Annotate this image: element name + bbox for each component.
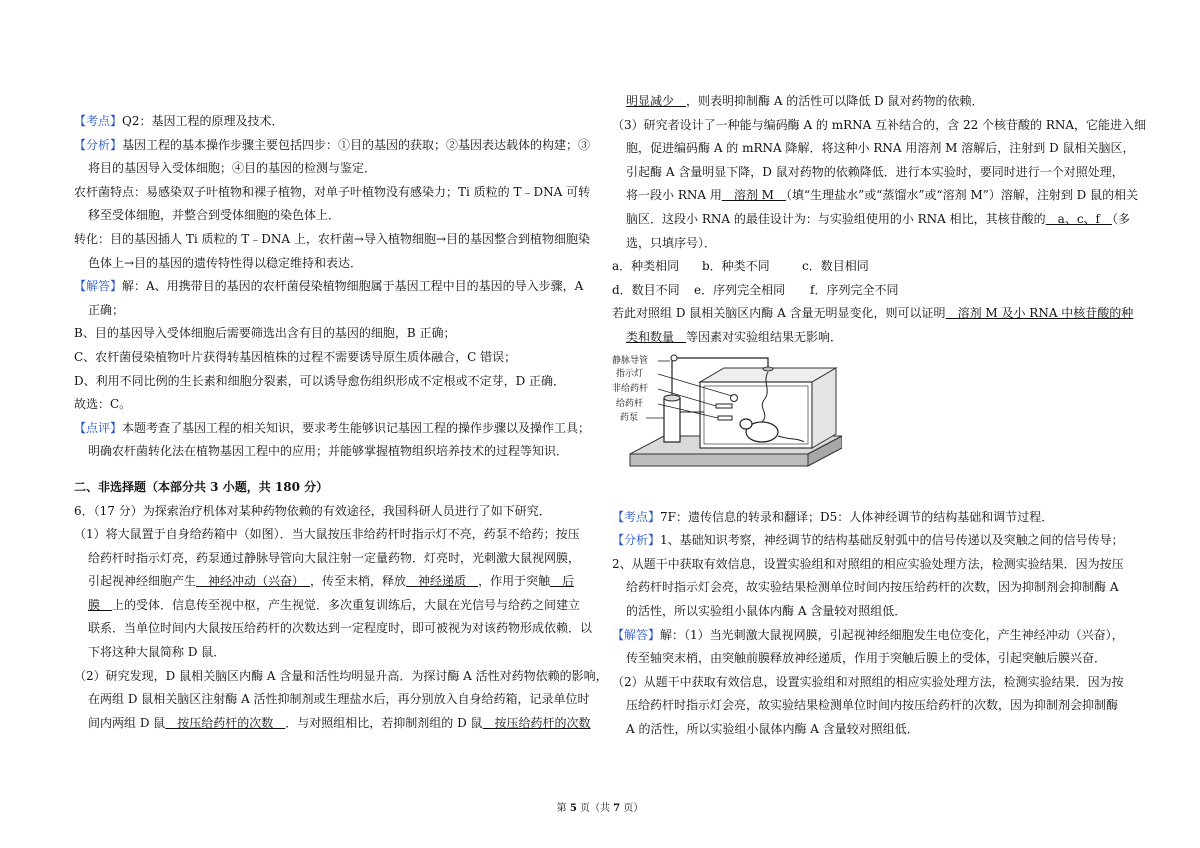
q6-intro: （17 分）为探索治疗机体对某种药物依赖的有效途径，我国科研人员进行了如下研究． [93, 503, 551, 518]
fenxi-tag: 【分析】 [74, 137, 123, 152]
kaodian-text: Q2：基因工程的原理及技术． [122, 114, 284, 128]
fenxi-text: 基因工程的基本操作步骤主要包括四步：①目的基因的获取；②基因表达载体的构建；③ [122, 137, 591, 152]
jieda-line-r5: A 的活性，所以实验组小鼠体内酶 A 含量较对照组低． [626, 721, 919, 736]
dianping-tag: 【点评】 [74, 420, 123, 435]
label-catheter: 静脉导管 [612, 355, 649, 366]
answer-control-factors-b: 类和数量 [626, 329, 687, 344]
q6-p1-line-5: 联系．当单位时间内大鼠按压给药杆的次数达到一定程度时，即可被视为对该药物形成依赖．以 [88, 621, 593, 636]
footer-suffix: 页） [620, 803, 644, 814]
option-c: c．数目相同 [802, 259, 869, 274]
left-column [74, 112, 608, 737]
q6-p3-line-10 [612, 328, 1138, 346]
text: 若此对照组 D 鼠相关脑区内酶 A 含量无明显变化，则可以证明 [612, 306, 946, 321]
non-drug-lever [716, 404, 732, 408]
answer-press-count-2: 按压给药杆的次数 [482, 715, 591, 730]
answer-press-count: 按压给药杆的次数 [165, 715, 286, 730]
text: 将一段小 RNA 用 [626, 188, 722, 203]
text: （多 [1112, 211, 1131, 226]
page-footer [0, 799, 1200, 814]
q6-p3-line-3: 引起酶 A 含量明显下降，D 鼠对药物的依赖降低．进行本实验时，要同时进行一个对照处理， [626, 164, 1124, 179]
text: 上的受体．信息传至视中枢，产生视觉．多次重复训练后，大鼠在光信号与给药之间建立 [112, 597, 581, 612]
answer-postsynaptic-a: 后 [550, 574, 575, 589]
jieda-line-r4: 压给药杆时指示灯会亮，故实验结果检测单位时间内按压给药杆的次数，因为抑制剂会抑制酶 [626, 698, 1119, 713]
fenxi-tag: 【分析】 [612, 533, 661, 548]
option-d: d．数目不同 [612, 282, 680, 297]
total-pages: 7 [613, 803, 621, 814]
fenxi-line-r3: 给药杆时指示灯会亮，故实验结果检测单位时间内按压给药杆的次数，因为抑制剂会抑制酶 A [626, 580, 1119, 595]
fenxi-line-r1 [612, 531, 1138, 549]
fenxi-line-3: 农杆菌特点：易感染双子叶植物和裸子植物，对单子叶植物没有感染力；Ti 质粒的 T﹣DNA 可转 [74, 184, 591, 199]
option-f: f．序列完全不同 [810, 282, 899, 297]
q6-p3-line-9 [612, 304, 1138, 322]
jieda-line-r2: 传至轴突末梢，由突触前膜释放神经递质，作用于突触后膜上的受体，引起突触后膜兴奋． [626, 651, 1107, 666]
label-non-drug-lever: 非给药杆 [612, 383, 649, 394]
jieda-text: 解：A、用携带目的基因的农杆菌侵染植物细胞属于基因工程中目的基因的导入步骤，A [122, 279, 584, 294]
dianping-line-2: 明确农杆菌转化法在植物基因工程中的应用；并能够掌握植物组织培养技术的过程等知识． [88, 444, 569, 459]
q6-p2-cont [612, 92, 1138, 110]
fenxi-line-5: 转化：目的基因插人 Ti 质粒的 T﹣DNA 上，农杆菌→导入植物细胞→目的基因整合到植物细胞染 [74, 231, 591, 246]
option-e: e．序列完全相同 [694, 282, 786, 297]
q6-p3-line-6: 选，只填序号）． [626, 235, 717, 250]
q6-number: 6． [74, 503, 94, 518]
q6-p1-line-1: （1）将大鼠置于自身给药箱中（如图）．当大鼠按压非给药杆时指示灯不亮，药泵不给药；按压 [74, 527, 580, 542]
spacer [74, 466, 594, 478]
footer-mid: 页（共 [576, 803, 614, 814]
section-title: 二、非选择题（本部分共 3 小题，共 180 分） [74, 479, 329, 494]
kaodian-line [74, 112, 594, 130]
dianping-text: 本题考查了基因工程的相关知识，要求考生能够识记基因工程的操作步骤以及操作工具； [122, 420, 591, 435]
q6-p2-line-1: （2）研究发现，D 鼠相关脑区内酶 A 含量和活性均明显升高．为探讨酶 A 活性对药物依赖的影响， [74, 668, 608, 683]
swivel [763, 367, 773, 371]
pump-top [664, 395, 680, 401]
right-column [612, 92, 1147, 743]
jieda-line-5: D、利用不同比例的生长素和细胞分裂素，可以诱导愈伤组织形成不定根或不定芽，D 正确． [74, 373, 566, 388]
jieda-line-4: C、农杆菌侵染植物叶片获得转基因植株的过程不需要诱导原生质体融合，C 错误； [74, 349, 517, 364]
q6-p3-line-5 [612, 210, 1138, 228]
page-number: 5 [569, 803, 577, 814]
answer-solvent-m: 溶剂 M [721, 188, 786, 203]
self-administration-box-figure [612, 352, 842, 492]
jieda-tag: 【解答】 [612, 627, 661, 642]
q6-p3-line-1: （3）研究者设计了一种能与编码酶 A 的 mRNA 互补结合的，含 22 个核苷酸的 RNA，它能进入细 [612, 117, 1147, 132]
answer-nerve-impulse: 神经冲动（兴奋） [196, 574, 311, 589]
answer-decrease: 明显减少 [626, 94, 687, 108]
fenxi-line [74, 136, 594, 154]
arm-pivot [671, 355, 677, 361]
option-a: a．种类相同 [612, 259, 680, 274]
q6-p3-line-4 [612, 186, 1138, 204]
q6-p1-line-2: 给药杆时指示灯亮，药泵通过静脉导管向大鼠注射一定量药物．灯亮时，光刺激大鼠视网膜， [88, 550, 581, 565]
answer-control-factors-a: 溶剂 M 及小 RNA 中核苷酸的种 [945, 306, 1134, 321]
box-side [812, 368, 836, 448]
text: （填“生理盐水”或“蒸馏水”或“溶剂 M”）溶解，注射到 D 鼠的相关 [785, 188, 1139, 203]
fenxi-text: 1、基础知识考察，神经调节的结构基础反射弧中的信号传递以及突触之间的信号传导； [660, 533, 1124, 548]
label-drug-lever: 给药杆 [616, 398, 644, 409]
q6-p1-line-4 [74, 596, 594, 614]
option-b: b．种类不同 [702, 259, 770, 274]
platform-front [630, 454, 808, 466]
fenxi-line-r2: 2、从题干中获取有效信息，设置实验组和对照组的相应实验处理方法，检测实验结果．因为按压 [612, 556, 1124, 571]
q6-p2-line-3 [74, 714, 594, 732]
kaodian-line-2 [612, 508, 1138, 526]
text: ，作用于突触 [478, 574, 551, 589]
label-indicator: 指示灯 [616, 368, 644, 379]
drug-lever [718, 416, 732, 420]
text: ．与对照组相比，若抑制剂组的 D 鼠 [285, 715, 483, 730]
fenxi-line-4: 移至受体细胞，并整合到受体细胞的染色体上． [88, 208, 341, 223]
jieda-tag: 【解答】 [74, 279, 123, 294]
fenxi-line-6: 色体上→目的基因的遗传特性得以稳定维持和表达． [88, 255, 363, 270]
jieda-line-2: 正确； [88, 302, 125, 317]
footer-prefix: 第 [556, 803, 570, 814]
jieda-line-6: 故选：C。 [74, 397, 132, 412]
jieda-line-r3: （2）从题干中获取有效信息，设置实验组和对照组的相应实验处理方法，检测实验结果．因为按 [612, 674, 1124, 689]
text: 脑区．这段小 RNA 的最佳设计为：与实验组使用的小 RNA 相比，其核苷酸的 [626, 211, 1046, 226]
q6-p1-line-3 [74, 572, 594, 590]
rat-head [740, 419, 752, 429]
text: 间内两组 D 鼠 [88, 715, 166, 730]
options-row-2 [612, 281, 1138, 299]
options-row-1 [612, 257, 1138, 275]
q6-p1-line-6: 下将这种大鼠简称 D 鼠． [88, 645, 226, 660]
box-illustration [612, 352, 842, 492]
jieda-line-r1 [612, 626, 1138, 644]
kaodian-text: 7F：遗传信息的转录和翻译；D5：人体神经调节的结构基础和调节过程． [660, 509, 1054, 524]
fenxi-line-2: 将目的基因导入受体细胞；④目的基因的检测与鉴定． [88, 161, 377, 176]
kaodian-tag: 【考点】 [612, 509, 661, 524]
text: ，则表明抑制酶 A 的活性可以降低 D 鼠对药物的依赖． [686, 94, 984, 108]
label-pump: 药泵 [620, 412, 639, 423]
kaodian-tag: 【考点】 [74, 114, 123, 128]
pump-cylinder [664, 398, 680, 442]
answer-ace-f: a、c、f [1045, 211, 1112, 226]
fenxi-line-r4: 的活性，所以实验组小鼠体内酶 A 含量较对照组低． [626, 603, 907, 618]
text: ，传至末梢，释放 [310, 574, 407, 589]
answer-neurotransmitter: 神经递质 [406, 574, 479, 589]
jieda-text: 解：（1）当光刺激大鼠视网膜，引起视神经细胞发生电位变化，产生神经冲动（兴奋）， [660, 627, 1124, 642]
jieda-line-3: B、目的基因导入受体细胞后需要筛选出含有目的基因的细胞，B 正确； [74, 326, 456, 341]
text: 引起视神经细胞产生 [88, 574, 197, 589]
dianping-line [74, 419, 594, 437]
jieda-line [74, 277, 594, 295]
answer-postsynaptic-b: 膜 [88, 597, 113, 612]
q6-p3-line-2: 胞，促进编码酶 A 的 mRNA 降解．将这种小 RNA 用溶剂 M 溶解后，注射到 D 鼠相关脑区， [626, 141, 1135, 156]
text: 等因素对实验组结果无影响． [686, 329, 843, 344]
q6-intro-line [74, 502, 594, 520]
q6-p2-line-2: 在两组 D 鼠相关脑区注射酶 A 活性抑制剂或生理盐水后，再分别放入自身给药箱，记录单位时 [88, 692, 590, 707]
